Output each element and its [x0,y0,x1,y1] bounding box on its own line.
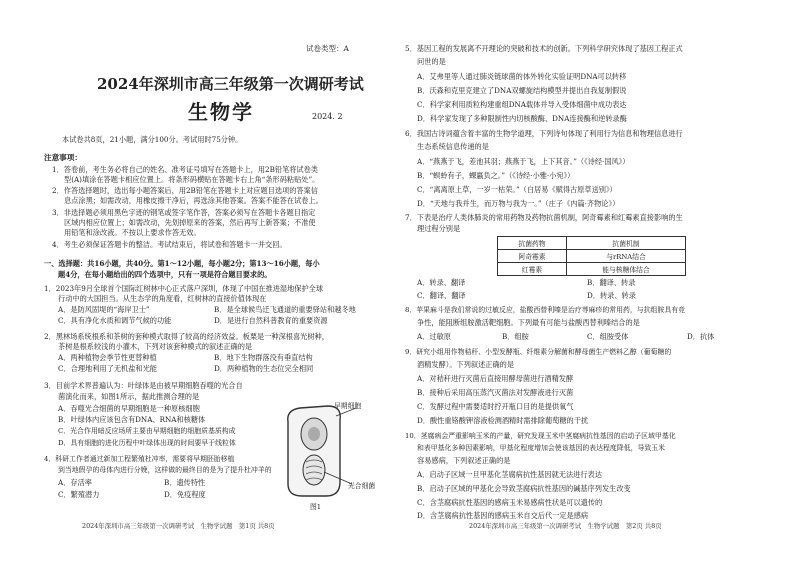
table-cell: 能与核糖体结合 [567,263,686,276]
exam-title: 2024年深圳市高三年级第一次调研考试 [97,75,364,93]
q10-option-a: A．启动子区域一旦甲基化茎腐病抗性基因就无法进行表达 [417,470,602,479]
table-header-cell: 抗菌药物 [498,237,567,250]
q10-stem: 10．茎腐病会严重影响玉米的产量，研究发现玉米中茎腐病抗性基因的启动子区域甲基化 [405,432,676,440]
q8-stem: 8．苹果麻斗是我们常说的过敏反应，盐酸西替利嗪是治疗荨麻疹的常用药，与抗组胺具有竞 [405,306,686,314]
q10-stem: 容易感病，下列叙述正确的是 [417,456,511,465]
note-line: 区域内相应位置上；如需改动，先划掉原来的答案，然后再写上新答案；不准使 [64,218,316,227]
right-footer: 2024年深圳市高三年级第一次调研考试 生物学试题 第2页 共8页 [469,522,662,530]
q1-option-b: B．是全球候鸟迁飞通道的重要驿站和越冬地 [214,305,356,314]
q8-option-c: C．组胺受体 [587,332,629,341]
q8-option-d: D．抗体 [687,332,715,341]
q2-option-d: D．两种植物的生态位完全相同 [214,364,314,373]
note-line: 型(A)填涂在答题卡相应位置上。将条形码横贴在答题卡右上角“条形码粘贴处”。 [64,175,320,184]
q3-option-d: D．具有细胞的进化历程中叶绿体出现的时间要早于线粒体 [58,439,236,447]
q3-option-c: C．光合作用暗反应场所主要由早期细胞的细胞质基质构成 [58,427,236,435]
figure1-label-early: 早期细胞 [334,402,362,410]
q6-stem: 6．我国古诗词蕴含着丰富的生物学道理，下列诗句体现了利用行为信息和物理信息进行 [405,129,683,138]
q2-option-c: C．合理地利用了无机盐和光能 [58,364,157,373]
figure1-label-bacteria: 光合细菌 [348,482,376,490]
q5-stem: 5．基因工程的发展离不开理论的突破和技术的创新。下列科学研究体现了基因工程正式 [405,44,683,53]
q4-option-b: B．遗传特性 [164,478,206,487]
q5-option-d: D．科学家发现了多种限制性内切核酸酶、DNA连接酶和逆转录酶 [417,114,627,123]
q10-stem: 和表甲基化多种因素影响，甲基化程度增加会使该基因的表达程度降低，导致玉米 [417,444,666,452]
q9-option-a: A．对秸秆进行灭菌后直接用酵母菌进行酒精发酵 [417,374,574,383]
q7-stem: 7．下表是治疗人类体肺炎的常用药物及药物抗菌机制，阿奇霉素和红霉素直接影响的生 [405,213,683,222]
note-line: 4．考生必须保证答题卡的整洁。考试结束后，将试卷和答题卡一并交回。 [52,240,287,249]
table-row [498,263,686,276]
q5-option-a: A．艾弗里等人通过肺炎链球菌的体外转化实验证明DNA可以转移 [417,72,627,81]
q7-stem: 理过程分别是 [417,224,461,233]
q7-option-c: C．翻译、翻译 [417,291,466,300]
photosynthetic-bacterium-shape [303,455,325,485]
q4-stem: 到当地假孕的母体内进行分娩，这样做的最终目的是为了提升杜冲羊的 [58,466,272,474]
table-header-cell: 抗菌机制 [567,237,686,250]
q7-option-a: A．转录、翻译 [417,278,466,287]
q9-option-d: D．酸性重铬酸钾溶液检测酒精时需排除葡萄糖的干扰 [417,416,589,425]
q5-option-b: B．沃森和克里克建立了DNA双螺旋结构模型并提出自我复制假说 [417,86,627,95]
note-line: 1．答卷前，考生务必将自己的姓名、准考证号填写在答题卡上，用2B铅笔将试卷类 [52,165,318,174]
note-line: 3．非选择题必须用黑色字迹的钢笔或签字笔作答，答案必须写在答题卡各题目指定 [52,208,316,217]
q1-option-a: A．是防风固堤的“海岸卫士” [58,305,150,314]
q5-stem: 问世的是 [417,57,446,66]
q1-option-c: C．具有净化水质和调节气候的功能 [58,316,172,325]
q9-stem: 9．研究小组用作物秸秆、小型发酵瓶、纤维素分解菌和酵母菌生产燃料乙醇（葡萄糖的 [405,348,672,356]
table-cell: 与rRNA结合 [567,250,686,263]
q4-option-c: C．繁殖潜力 [58,490,100,499]
q4-stem: 4．科研工作者通过新加工程繁殖杜冲率，需要将早期胚胎移植 [44,455,235,463]
nucleolus-shape [308,427,320,441]
q6-option-c: C．“离离原上草，一岁一枯荣。”（白居易《赋得古原草送别》） [417,185,617,194]
q7-option-b: B．翻译、转录 [587,278,636,287]
q1-option-d: D．是进行自然科普教育的重要资源 [214,316,328,325]
subject-title: 生物学 [188,100,254,124]
q2-stem: 2．黑林场系统根系和茶树的套种模式取得了较高的经济效益。板栗是一种深根喜光树种， [44,332,329,341]
note-line: 2．作答选择题时，选出每小题答案后，用2B铅笔在答题卡上对应题目选项的答案信 [52,186,318,195]
q3-stem: 3．目前学术界普遍认为：叶绿体是由被早期细胞吞噬的光合自 [44,381,243,390]
q4-option-d: D．免疫程度 [164,490,206,499]
figure1-caption: 图1 [310,503,322,511]
note-line: 用铅笔和涂改液。不按以上要求作答无效。 [64,228,201,237]
q9-option-b: B．接种后采用高压蒸汽灭菌法对发酵液进行灭菌 [417,388,574,397]
table-cell: 阿奇霉素 [498,250,567,263]
q10-option-d: D．含茎腐病抗性基因的感病玉米自交后代一定是感病 [417,511,589,520]
exam-date: 2024. 2 [312,112,343,121]
q3-stem: 菌演化而来，如图1所示，据此推测合理的是 [58,392,200,401]
q2-stem: 茶树是根系较浅的小灌木，下列对该套种模式的叙述正确的是 [58,342,253,351]
q9-option-c: C．发酵过程中需要适时拧开瓶口目的是提供氧气 [417,402,574,411]
exam-info: 本试卷共8页，21小题，满分100分。考试用时75分钟。 [62,135,243,144]
q9-stem: 酒精发酵）。下列叙述正确的是 [417,360,515,369]
q6-option-a: A．“燕燕于飞，差池其羽；燕燕于飞，上下其音。”（《诗经·国风》） [417,157,630,166]
section1-line: 一、选择题：共16小题，共40分。第1～12小题，每小题2分；第13～16小题，每小 [44,259,320,268]
table-header-row [498,237,686,250]
q8-option-b: B．组胺 [502,332,529,341]
q1-stem: 行动中的大国担当。从生态学的角度看，红树林的直接价值体现在 [58,294,267,303]
q3-option-a: A．吞噬光合细菌的早期细胞是一种原核细胞 [58,404,200,413]
q10-option-b: B．启动子区域的甲基化会导致茎腐病抗性基因的碱基序列发生改变 [417,484,631,493]
q6-stem: 生态系统信息传递的是 [417,142,489,151]
q4-option-a: A．存活率 [58,478,92,487]
q2-option-a: A．两种植物会季节性更替种植 [58,353,157,362]
left-footer: 2024年深圳市高三年级第一次调研考试 生物学试题 第1页 共8页 [82,522,275,530]
q6-option-b: B．“螟蛉有子，蜾蠃负之。”（《诗经·小雅·小宛》） [417,171,575,180]
table-row [498,250,686,263]
q10-option-c: C．含茎腐病抗性基因的感病玉米易感病性状是可以遗传的 [417,498,603,507]
q1-stem: 1．2023年9月全球首个国际红树林中心正式落户深圳，体现了中国在推进湿地保护全球 [44,284,324,293]
right-page [397,0,794,561]
q7-option-d: D．转录、转录 [587,291,636,300]
paper-type: 试卷类型：A [306,44,349,53]
note-line: 息点涂黑；如需改动，用橡皮擦干净后，再选涂其他答案。答案不能答在试卷上。 [64,196,323,205]
q2-option-b: B．地下生物群落没有垂直结构 [214,353,313,362]
notes-title: 注意事项： [44,153,82,162]
section1-line: 题4分，在每小题给出的四个选项中，只有一项是符合题目要求的。 [58,270,272,279]
antibiotic-table [497,236,686,276]
q8-option-a: A．过敏原 [417,332,451,341]
q8-stem: 争性，能阻断组胺激活靶细胞。下列最有可能与盐酸西替利嗪结合的是 [417,318,640,327]
figure1-chloroplast-origin [276,400,382,512]
q3-option-b: B．叶绿体内应该包含有DNA、RNA和核糖体 [58,415,206,424]
table-cell: 红霉素 [498,263,567,276]
q5-option-c: C．科学家利用质粒构建重组DNA载体并导入受体细菌中成功表达 [417,100,627,109]
q6-option-d: D．“天地与我并生，而万物与我为一。”（庄子《内篇·齐物论》） [417,199,620,208]
